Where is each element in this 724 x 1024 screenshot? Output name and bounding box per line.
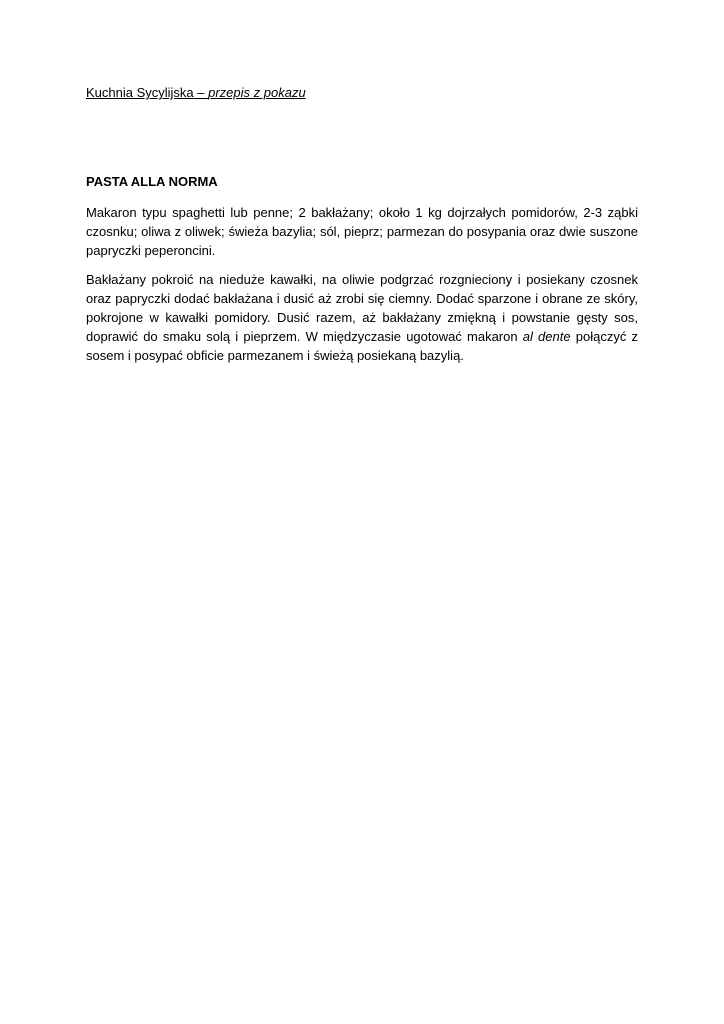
recipe-title: PASTA ALLA NORMA xyxy=(86,174,218,189)
header-separator: – xyxy=(193,85,209,100)
document-header xyxy=(86,84,638,102)
header-title: Kuchnia Sycylijska xyxy=(86,85,194,100)
instructions-text-start: Bakłażany pokroić na nieduże kawałki, na oliwie podgrzać rozgnieciony i posiekany czosnek oraz papryczki dodać bakłażana i dusić aż zrobi się ciemny. Dodać sparzone i obrane ze skóry, pokrojone w kawałki pomidory. Dusić razem, aż bakłażany zmiękną i powstanie gęsty sos, doprawić do smaku solą i pieprzem. W międzyczasie ugotować makaron xyxy=(86,272,638,344)
header-subtitle: przepis z pokazu xyxy=(208,85,306,100)
instructions-text-end: połączyć z sosem i posypać obficie parmezanem i świeżą posiekaną bazylią. xyxy=(86,329,639,363)
document-page xyxy=(86,84,638,365)
instructions-italic-term: al dente xyxy=(522,329,571,344)
instructions-paragraph xyxy=(86,270,638,365)
ingredients-paragraph: Makaron typu spaghetti lub penne; 2 bakłażany; około 1 kg dojrzałych pomidorów, 2-3 ząbki czosnku; oliwa z oliwek; świeża bazylia; sól, pieprz; parmezan do posypania oraz dwie suszone papryczki peperoncini. xyxy=(86,205,638,258)
